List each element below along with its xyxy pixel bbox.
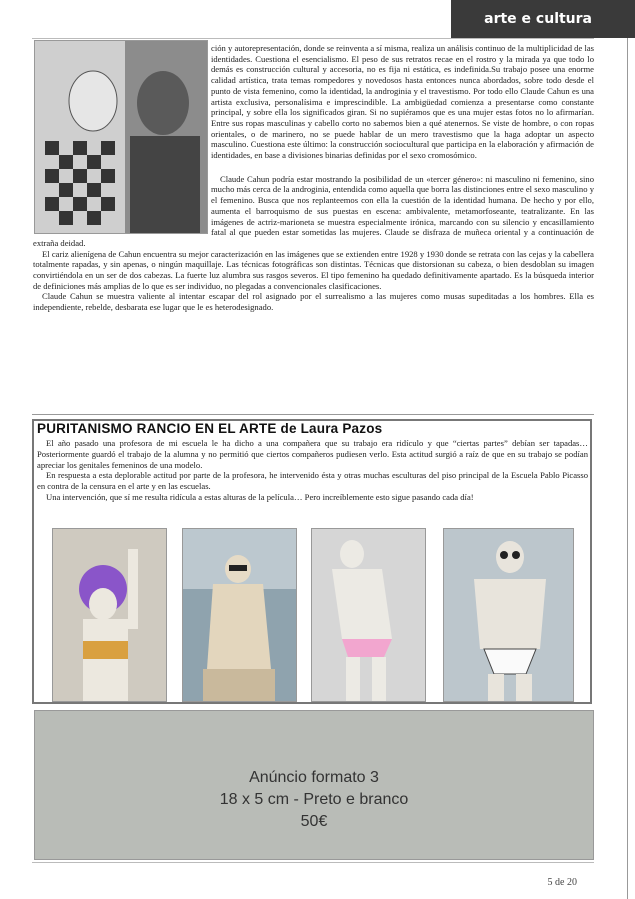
page-edge-rule bbox=[627, 38, 628, 899]
page-number: 5 de 20 bbox=[547, 877, 577, 888]
article-paragraph: Claude Cahun podría estar mostrando la posibilidad de un «tercer género»: ni masculino ni femenino, sino mucho más cerca de la androginia, entendida como aquella que borra las distinciones entre el sexo masculino y el femenino. Busca que nos replanteemos con ella la cuestión de la identidad humana. De hecho y por ello, aumenta el barroquismo de sus puestas en escena: ambivalente, metamorfoseante, teatralizante. En las imágenes de actriz-marioneta se muestra especialmente irónica, marcando con su silencio y encasillamiento fatal al que pueden estar sometidas las mujeres. Claude se disfraza de muñeca oriental y a continuación de extraña deidad. bbox=[33, 173, 594, 248]
cahun-portrait-photo bbox=[34, 40, 208, 234]
article-paragraph: ción y autorepresentación, donde se reinventa a sí misma, realiza un análisis continuo de la multiplicidad de las identidades. Cuestiona el esencialismo. El peso de sus retratos recae en el rostro y la mirada ya que todo lo demás es construcción cultural y accesoria, no es fija ni estática, es indefinida.Su trabajo posee una enorme calidad artística, trata temas rompedores y novedosos hasta entonces nunca abordados, sobre todo desde el punto de vista femenino, como la identidad, la androginia y el travestismo. Por todo ello Claude Cahun es una artista exclusiva, personalísima e imprescindible. La ambigüedad comienza a presentarse como constante principal, y sobre ella los significados giran. Si no supiéramos que es una mujer estas fotos no lo afirmarían. Entre sus ropas masculinas y cabello corto no sabemos bien a qué atenernos. Se viste de hombre, o con ropas orientales, o de marinero, no se puede hablar de un mero travestismo que la haga adoptar un aspecto masculino. Cuestiona este último: la construcción sociocultural que participa en la elaboración y afirmación de identidades, en base a divisiones binarias definidas por el sexo cromosómico. bbox=[211, 43, 594, 161]
article-paragraph: El cariz alienígena de Cahun encuentra su mejor caracterización en las imágenes que se extienden entre 1928 y 1930 donde se retrata con las cejas y la cabellera totalmente rapadas, y sin apenas, o ningún maquillaje. Las técnicas fotográficas son distintas. Técnicas que distorsionan su cabeza, o bien desdoblan su imagen convirtiéndola en un ser de dos cabezas. La fuerte luz alumbra sus rasgos severos. El tipo femenino ha quedado definitivamente apartado. Es la búsqueda interior de definiciones más amplias de lo que es ser individuo, no plegadas a convencionales clasificaciones. bbox=[33, 248, 594, 291]
feature-paragraph: En respuesta a esta deplorable actitud por parte de la profesora, he intervenido ésta y otras muchas esculturas del piso principal de la Escuela Pablo Picasso en contra de la censura en el arte y en las escuelas. bbox=[37, 470, 588, 492]
feature-paragraph: Una intervención, que sí me resulta ridícula a estas alturas de la película… Pero increíblemente esto sigue pasando cada día! bbox=[46, 491, 474, 502]
feature-text bbox=[37, 438, 588, 503]
sculpture-photo-underwear bbox=[311, 528, 426, 702]
section-title: arte e cultura bbox=[484, 11, 592, 27]
top-rule bbox=[32, 38, 594, 39]
article-paragraph: Claude Cahun se muestra valiente al intentar escapar del rol asignado por el surrealismo a las mujeres como musas supeditadas a los hombres. Ella es independiente, rebelde, desbarata ese lugar que le es heterodesignado. bbox=[33, 291, 594, 313]
footer-rule bbox=[32, 862, 594, 863]
feature-title: PURITANISMO RANCIO EN EL ARTE de Laura Pazos bbox=[37, 421, 383, 436]
ad-line-price: 50€ bbox=[300, 813, 328, 830]
feature-box bbox=[32, 419, 592, 704]
sculpture-photo-moses bbox=[182, 528, 297, 702]
ad-line-format: Anúncio formato 3 bbox=[249, 769, 379, 786]
advertisement-placeholder bbox=[34, 710, 594, 860]
feature-paragraph: El año pasado una profesora de mi escuela le ha dicho a una compañera que su trabajo era ridículo y que “ciertas partes” debían ser tapadas… Posteriormente guardó el trabajo de la alumna y no permitió que ciertos compañeros pudiesen verlo. Esta actitud surgió a raíz de que en su trabajo se podían apreciar los genitales femeninos de una modelo. bbox=[37, 438, 588, 470]
sculpture-photo-wig bbox=[52, 528, 167, 702]
ad-line-size: 18 x 5 cm - Preto e branco bbox=[219, 791, 409, 808]
section-divider bbox=[32, 414, 594, 415]
sculpture-gallery bbox=[52, 528, 572, 702]
section-tab bbox=[451, 0, 635, 38]
sculpture-photo-briefs bbox=[443, 528, 574, 702]
